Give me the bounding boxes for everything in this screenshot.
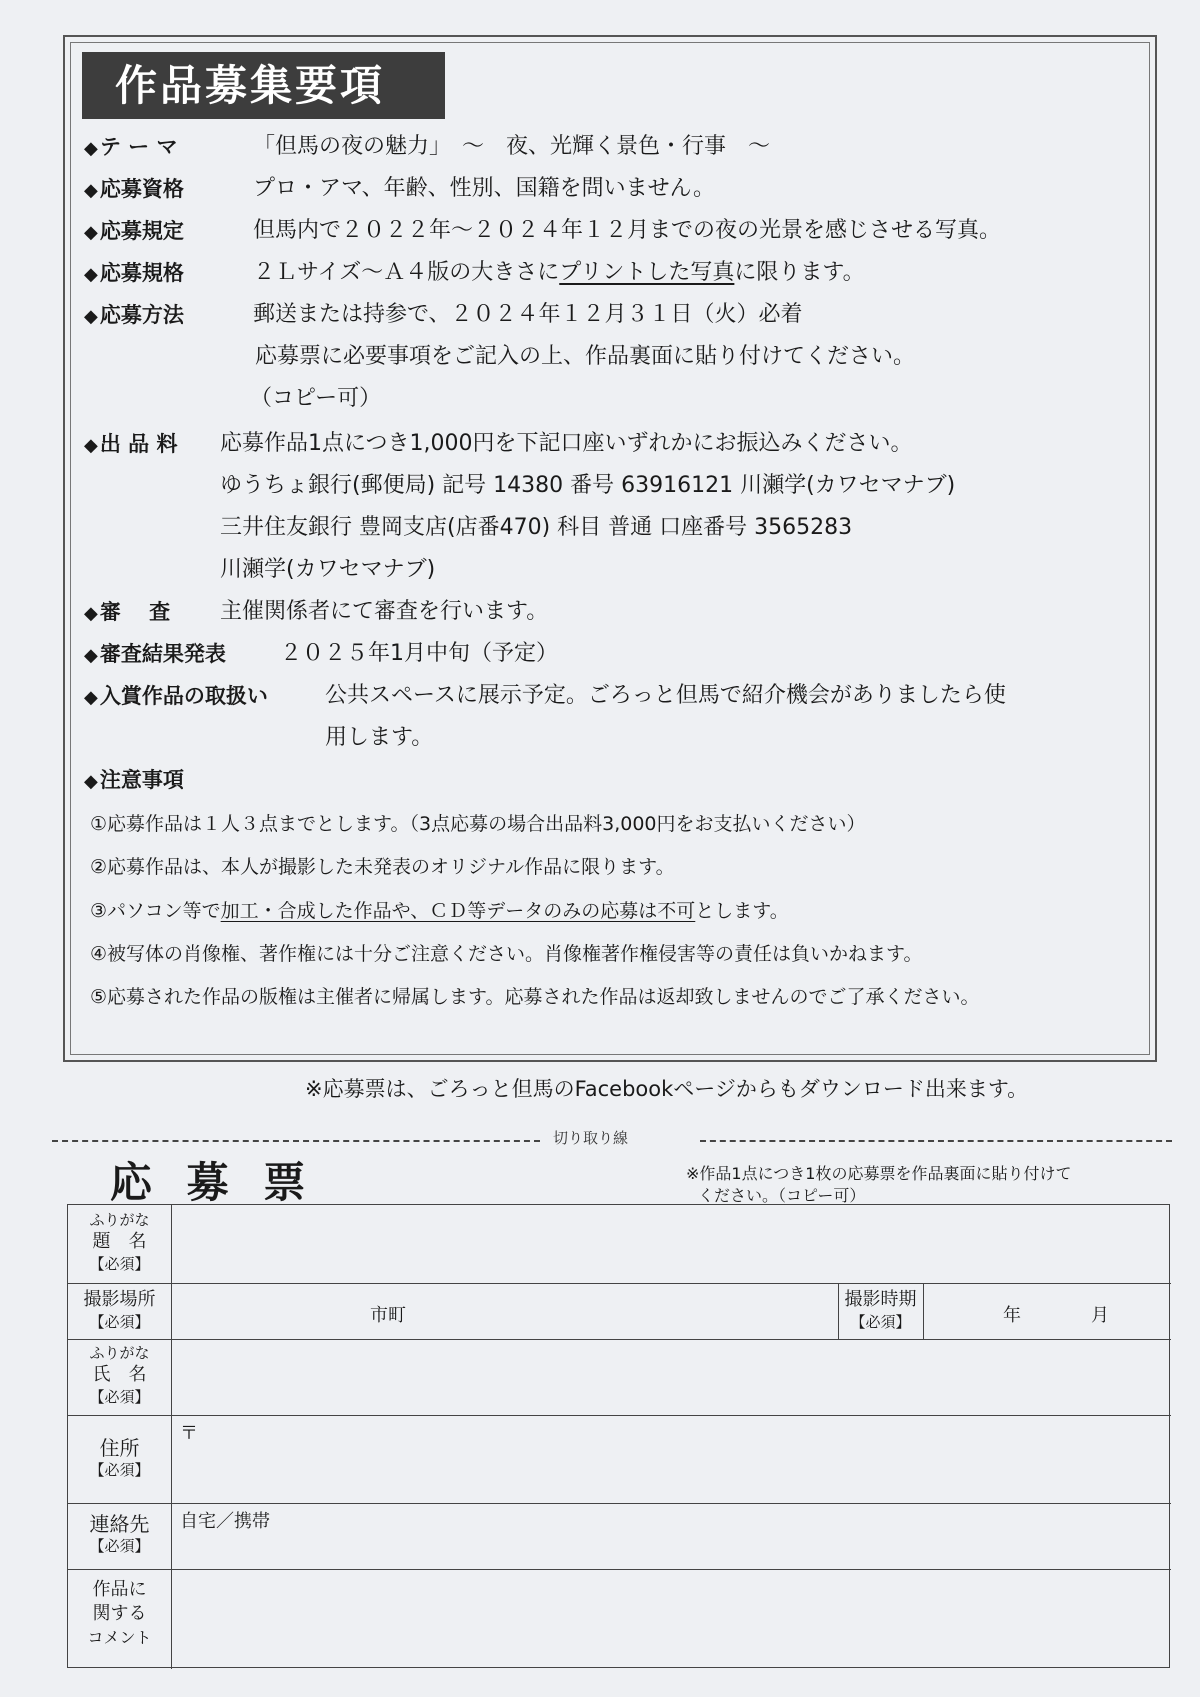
- title-input[interactable]: [176, 1211, 1166, 1279]
- form-note: ※作品1点につき1枚の応募票を作品裏面に貼り付けて ください。（コピー可）: [686, 1164, 1072, 1205]
- fee-line2: ゆうちょ銀行(郵便局) 記号 14380 番号 63916121 川瀬学(カワセマナブ): [220, 473, 956, 498]
- diamond-icon: ◆: [84, 771, 98, 792]
- method-line2: 応募票に必要事項をご記入の上、作品裏面に貼り付けてください。: [255, 344, 916, 369]
- diamond-icon: ◆: [84, 138, 98, 159]
- date-month: 月: [1091, 1305, 1109, 1326]
- comment-input[interactable]: [176, 1573, 1166, 1665]
- note-3: ③パソコン等で加工・合成した作品や、ＣＤ等データのみの応募は不可とします。: [90, 900, 789, 922]
- diamond-icon: ◆: [84, 603, 98, 624]
- label-spec: ◆応募規格: [84, 261, 184, 285]
- label-rules: ◆応募規定: [84, 219, 184, 243]
- row-divider: [68, 1569, 1171, 1570]
- judging-text: 主催関係者にて審査を行います。: [220, 599, 549, 624]
- contact-row-label: 連絡先 【必須】: [89, 1512, 150, 1555]
- form-title: 応 募 票: [110, 1158, 316, 1207]
- diamond-icon: ◆: [84, 306, 98, 327]
- contact-type: 自宅／携帯: [180, 1511, 270, 1532]
- fee-line4: 川瀬学(カワセマナブ): [220, 557, 436, 582]
- label-eligibility: ◆応募資格: [84, 177, 184, 201]
- title-row-label: ふりがな 題 名 【必須】: [89, 1211, 150, 1273]
- page-title: 作品募集要項: [82, 52, 445, 119]
- diamond-icon: ◆: [84, 687, 98, 708]
- date-input[interactable]: [928, 1287, 1168, 1335]
- label-results: ◆審査結果発表: [84, 642, 226, 666]
- cut-line-right: [700, 1140, 1172, 1142]
- facebook-note: ※応募票は、ごろっと但馬のFacebookページからもダウンロード出来ます。: [305, 1077, 1029, 1101]
- cut-line-left: [52, 1140, 540, 1142]
- row-divider: [68, 1283, 1171, 1284]
- fee-line3: 三井住友銀行 豊岡支店(店番470) 科目 普通 口座番号 3565283: [220, 515, 853, 540]
- row-divider: [68, 1503, 1171, 1504]
- row-divider: [68, 1415, 1171, 1416]
- spec-text: ２Ｌサイズ～Ａ４版の大きさにプリントした写真に限ります。: [253, 260, 865, 285]
- comment-row-label: 作品に 関する コメント: [87, 1579, 152, 1647]
- contact-input[interactable]: [176, 1533, 1166, 1565]
- address-input[interactable]: [176, 1445, 1166, 1499]
- note-4: ④被写体の肖像権、著作権には十分ご注意ください。肖像権著作権侵害等の責任は負いかねます。: [90, 943, 923, 965]
- label-judging: ◆審 査: [84, 600, 171, 624]
- diamond-icon: ◆: [84, 435, 98, 456]
- handling-line1: 公共スペースに展示予定。ごろっと但馬で紹介機会がありましたら使: [325, 683, 1006, 708]
- label-method: ◆応募方法: [84, 303, 184, 327]
- diamond-icon: ◆: [84, 222, 98, 243]
- handling-line2: 用します。: [325, 725, 434, 750]
- note-5: ⑤応募された作品の版権は主催者に帰属します。応募された作品は返却致しませんのでご了承ください。: [90, 986, 980, 1008]
- method-line1: 郵送または持参で、２０２４年１２月３１日（火）必着: [253, 302, 803, 327]
- method-line3: （コピー可）: [250, 386, 382, 411]
- name-input[interactable]: [176, 1343, 1166, 1411]
- label-notes: ◆注意事項: [84, 768, 184, 792]
- postal-mark: 〒: [180, 1423, 198, 1444]
- date-divider-right: [923, 1283, 924, 1339]
- date-year: 年: [1003, 1305, 1021, 1326]
- cut-label: 切り取り線: [553, 1129, 629, 1147]
- note-1: ①応募作品は１人３点までとします。（3点応募の場合出品料3,000円をお支払いください）: [90, 813, 866, 835]
- entry-form-table: [67, 1204, 1170, 1668]
- label-fee: ◆出 品 料: [84, 432, 178, 456]
- label-handling: ◆入賞作品の取扱い: [84, 684, 268, 708]
- place-row-label: 撮影場所 【必須】: [83, 1289, 156, 1331]
- diamond-icon: ◆: [84, 264, 98, 285]
- row-divider: [68, 1339, 1171, 1340]
- place-input[interactable]: [176, 1287, 831, 1335]
- address-row-label: 住所 【必須】: [89, 1436, 150, 1479]
- place-suffix: 市町: [370, 1305, 406, 1326]
- theme-text: 「但馬の夜の魅力」 ～ 夜、光輝く景色・行事 ～: [253, 134, 771, 159]
- results-text: ２０２５年1月中旬（予定）: [280, 641, 558, 666]
- eligibility-text: プロ・アマ、年齢、性別、国籍を問いません。: [253, 176, 716, 201]
- note-2: ②応募作品は、本人が撮影した未発表のオリジナル作品に限ります。: [90, 856, 675, 878]
- diamond-icon: ◆: [84, 645, 98, 666]
- diamond-icon: ◆: [84, 180, 98, 201]
- name-row-label: ふりがな 氏 名 【必須】: [89, 1344, 150, 1406]
- label-column-divider: [171, 1205, 172, 1669]
- label-theme: ◆テ ー マ: [84, 135, 178, 159]
- rules-text: 但馬内で２０２２年～２０２４年１２月までの夜の光景を感じさせる写真。: [253, 218, 1002, 243]
- date-row-label: 撮影時期 【必須】: [844, 1289, 917, 1331]
- fee-line1: 応募作品1点につき1,000円を下記口座いずれかにお振込みください。: [220, 431, 913, 456]
